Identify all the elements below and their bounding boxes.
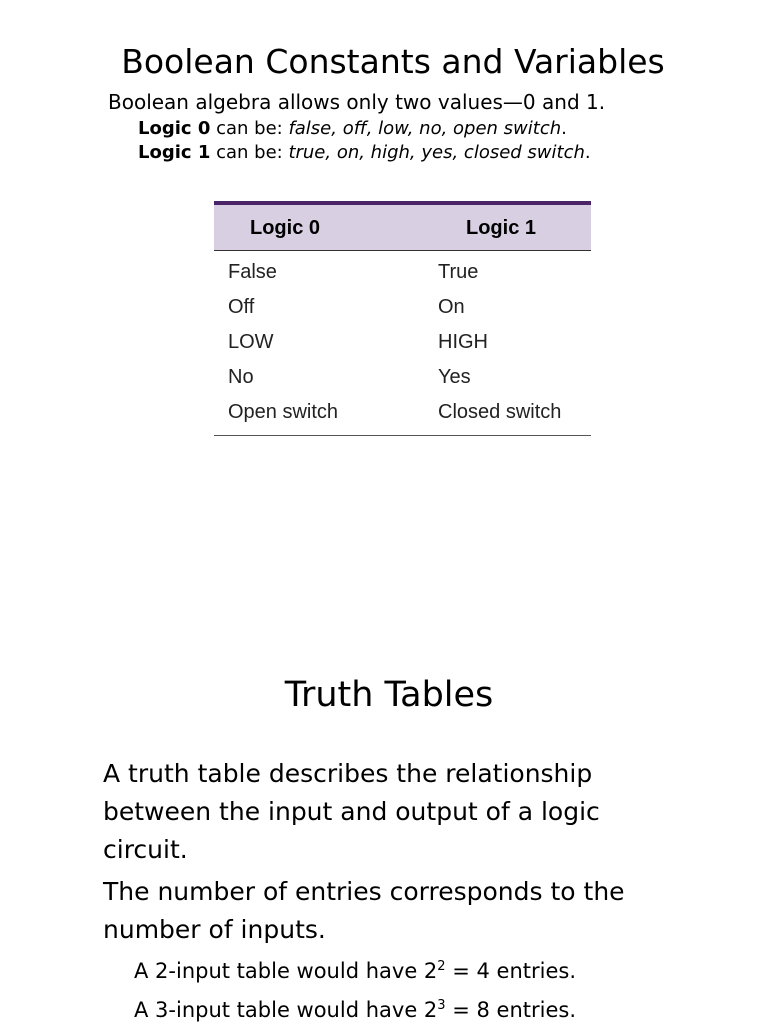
table-row <box>214 323 591 358</box>
three-input-pre: A 3-input table would have 2 <box>134 998 438 1022</box>
table-cell: HIGH <box>438 331 488 353</box>
table-row <box>214 253 591 288</box>
table-header-logic0: Logic 0 <box>250 217 321 239</box>
logic0-values: false, off, low, no, open switch <box>288 118 562 139</box>
logic0-description <box>138 117 567 141</box>
three-input-example <box>134 996 576 1024</box>
intro-text: Boolean algebra allows only two values—0 and 1. <box>108 90 606 114</box>
logic1-description <box>138 141 591 165</box>
logic-values-table <box>214 201 591 436</box>
slide-title-boolean: Boolean Constants and Variables <box>121 42 665 81</box>
two-input-exponent: 2 <box>437 959 446 974</box>
table-header-row <box>214 205 591 251</box>
table-cell: Open switch <box>228 401 339 423</box>
table-row <box>214 288 591 323</box>
three-input-exponent: 3 <box>437 998 446 1013</box>
logic0-label: Logic 0 <box>138 118 211 139</box>
table-cell: Closed switch <box>438 401 562 423</box>
table-body <box>214 251 591 435</box>
logic0-mid: can be: <box>210 118 289 139</box>
table-cell: Yes <box>438 366 471 388</box>
logic1-mid: can be: <box>210 142 289 163</box>
two-input-post: = 4 entries. <box>445 959 577 983</box>
table-row <box>214 358 591 393</box>
table-header-logic1: Logic 1 <box>466 217 537 239</box>
slide-title-truth-tables: Truth Tables <box>284 675 494 715</box>
two-input-pre: A 2-input table would have 2 <box>134 959 438 983</box>
table-cell: No <box>228 366 254 388</box>
table-cell: False <box>228 261 277 283</box>
logic1-label: Logic 1 <box>138 142 211 163</box>
entries-inputs-text: The number of entries corresponds to the number of inputs. <box>103 877 625 944</box>
table-cell: LOW <box>228 331 274 353</box>
table-cell: True <box>438 261 479 283</box>
table-row <box>214 393 591 428</box>
logic1-values: true, on, high, yes, closed switch <box>288 142 585 163</box>
truth-table-definition: A truth table describes the relationship between the input and output of a logic circuit. <box>103 759 600 864</box>
logic0-end: . <box>561 118 567 139</box>
three-input-post: = 8 entries. <box>445 998 577 1022</box>
logic1-end: . <box>584 142 591 163</box>
two-input-example <box>134 957 576 985</box>
table-cell: On <box>438 296 465 318</box>
table-cell: Off <box>228 296 255 318</box>
